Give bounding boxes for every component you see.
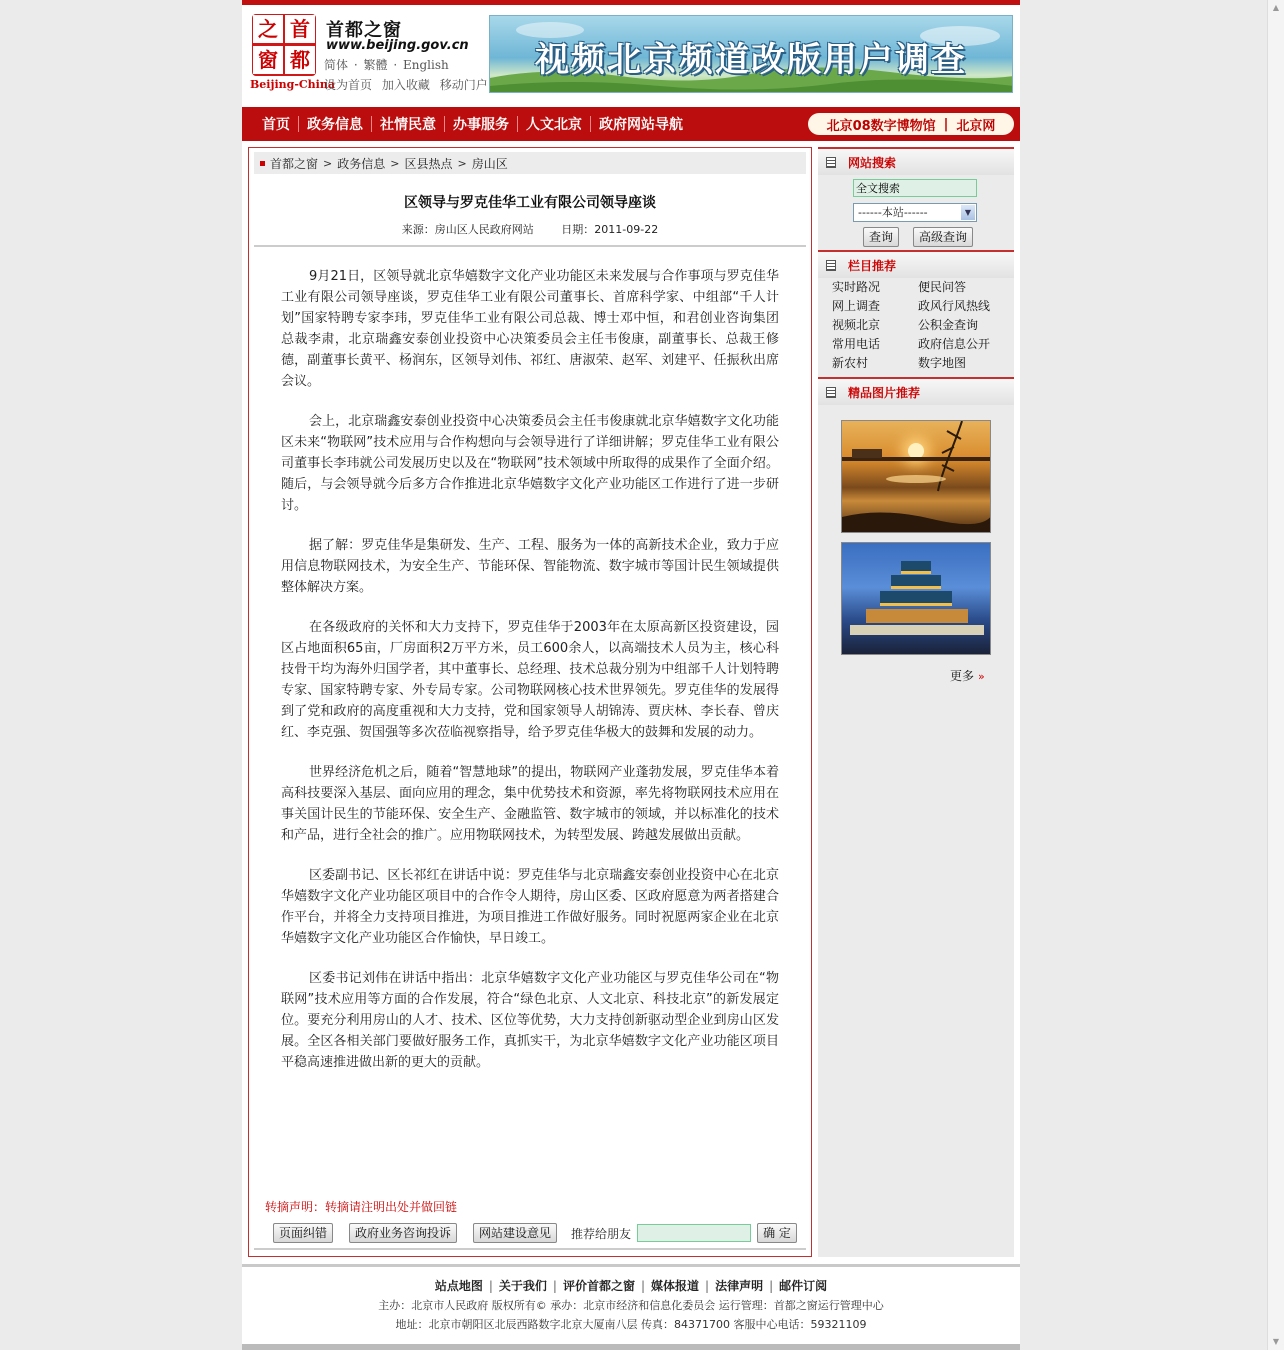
footer-address-line: 地址：北京市朝阳区北辰西路数字北京大厦南八层 传真：84371700 客服中心电话：59321109: [395, 1318, 867, 1331]
article-paragraph: 世界经济危机之后，随着“智慧地球”的提出，物联网产业蓬勃发展，罗克佳华本着高科技要深入基层、面向应用的理念，集中优势技术和资源，率先将物联网技术应用在事关国计民生的节能环保、安全生产、金融监管、数字城市的领域，并以标准化的技术和产品，进行全社会的推广。应用物联网技术，为转型发展、跨越发展做出贡献。: [281, 765, 779, 843]
sidebar-link-fund[interactable]: 公积金查询: [918, 318, 979, 332]
nav-featured-links: [808, 113, 1014, 135]
nav-divider: [298, 116, 299, 132]
nav-site-directory[interactable]: 政府网站导航: [599, 117, 683, 133]
sidebar-link-traffic[interactable]: 实时路况: [832, 280, 881, 294]
article-panel: [248, 147, 812, 1257]
article-paragraph: 9月21日，区领导就北京华嬉数字文化产业功能区未来发展与合作事项与罗克佳华工业有限公司领导座谈，罗克佳华工业有限公司董事长、首席科学家、中组部“千人计划”国家特聘专家李玮，罗克佳华工业有限公司总裁、博士邓中恒，和君创业咨询集团总裁李肃，北京瑞鑫安泰创业投资中心决策委员会主任韦俊康，副董事长、总裁王修德，副董事长黄平、杨润东，区领导刘伟、祁红、唐淑荣、赵军、刘建平、任振秋出席会议。: [281, 269, 779, 389]
breadcrumb-item[interactable]: 房山区: [471, 156, 508, 171]
featured-photo-temple[interactable]: [841, 542, 991, 655]
promo-banner[interactable]: [489, 15, 1013, 93]
footer-link-subscribe[interactable]: 邮件订阅: [779, 1279, 828, 1293]
page-bottom-bar: [242, 1344, 1020, 1350]
nav-divider: [371, 116, 372, 132]
article-source: 来源：房山区人民政府网站: [401, 223, 534, 236]
sidebar-link-phones[interactable]: 常用电话: [832, 337, 881, 351]
breadcrumb-item[interactable]: 政务信息: [337, 156, 386, 171]
site-url: www.beijing.gov.cn: [326, 38, 469, 53]
article-actions: [273, 1222, 803, 1244]
article-paragraph: 在各级政府的关怀和大力支持下，罗克佳华于2003年在太原高新区投资建设，园区占地面积65亩，厂房面积2万平方米，员工600余人，以高端技术人员为主，核心科技骨干均为海外归国学者，其中董事长、总经理、技术总裁分别为中组部千人计划特聘专家、国家特聘专家、外专局专家。公司物联网核心技术世界领先。罗克佳华的发展得到了党和政府的高度重视和大力支持，党和国家领导人胡锦涛、贾庆林、李长春、曾庆红、李克强、贺国强等多次莅临视察指导，给予罗克佳华极大的鼓舞和发展的动力。: [281, 620, 779, 740]
article-paragraph: 会上，北京瑞鑫安泰创业投资中心决策委员会主任韦俊康就北京华嬉数字文化功能区未来“物联网”技术应用与合作构想向与会领导进行了详细讲解；罗克佳华工业有限公司董事长李玮就公司发展历史以及在“物联网”技术领域中所取得的成果作了全面介绍。随后，与会领导就今后多方合作推进北京华嬉数字文化产业功能区工作进行了进一步研讨。: [281, 414, 779, 513]
breadcrumb-item[interactable]: 区县热点: [404, 156, 453, 171]
chevron-right-icon: >: [323, 156, 333, 170]
article-paragraph: 区委书记刘伟在讲话中指出：北京华嬉数字文化产业功能区与罗克佳华公司在“物联网”技术应用等方面的合作发展，符合“绿色北京、人文北京、科技北京”的新发展定位。要充分利用房山的人才、技术、区位等优势，大力支持创新驱动型企业到房山区发展。全区各相关部门要做好服务工作，真抓实干，为北京华嬉数字文化产业功能区项目平稳高速推进做出新的更大的贡献。: [281, 971, 779, 1070]
site-feedback-button[interactable]: 网站建设意见: [473, 1223, 557, 1243]
add-favorite-link[interactable]: 加入收藏: [381, 78, 430, 92]
site-logo[interactable]: [250, 14, 335, 94]
main-nav: [242, 107, 1020, 141]
search-scope-value: ------本站------: [858, 206, 928, 219]
footer-separator: |: [552, 1279, 557, 1293]
recommend-links: [832, 279, 1012, 371]
list-icon: [826, 157, 836, 168]
sidebar-link-hotline[interactable]: 政风行风热线: [918, 299, 991, 313]
recommend-email-input[interactable]: [637, 1224, 751, 1242]
sidebar-link-map[interactable]: 数字地图: [918, 356, 967, 370]
sidebar: [818, 147, 1014, 1257]
search-scope-select[interactable]: [853, 203, 977, 222]
nav-divider: [444, 116, 445, 132]
consult-complaint-button[interactable]: 政府业务咨询投诉: [349, 1223, 457, 1243]
footer-links: [242, 1277, 1020, 1294]
breadcrumb-bullet-icon: [260, 161, 265, 166]
sunset-scene: [842, 421, 991, 533]
footer-separator: |: [769, 1279, 774, 1293]
nav-home[interactable]: 首页: [262, 117, 290, 133]
advanced-search-button[interactable]: 高级查询: [913, 227, 973, 247]
logo-char: 首: [285, 15, 315, 43]
recommend-section-header: [818, 250, 1014, 278]
nav-public-opinion[interactable]: 社情民意: [380, 117, 436, 133]
footer-divider: [242, 1264, 1020, 1267]
chevron-right-icon: >: [457, 156, 467, 170]
lang-dot: ·: [393, 58, 398, 72]
footer-separator: |: [705, 1279, 710, 1293]
sidebar-link-disclosure[interactable]: 政府信息公开: [918, 337, 991, 351]
nav-right-divider: |: [943, 116, 949, 132]
footer-link-evaluate[interactable]: 评价首都之窗: [562, 1279, 635, 1293]
lang-english[interactable]: English: [403, 58, 449, 72]
temple-base: [866, 609, 968, 623]
bottom-divider: [254, 1248, 806, 1250]
logo-char: 窗: [253, 46, 283, 74]
photos-section-header: [818, 377, 1014, 405]
temple-terrace: [850, 625, 984, 635]
beijing-net-link[interactable]: 北京网: [956, 118, 996, 134]
more-label: 更多: [950, 669, 975, 683]
double-arrow-icon: »: [978, 670, 985, 683]
footer-link-legal[interactable]: 法律声明: [715, 1279, 764, 1293]
lang-traditional[interactable]: 繁體: [363, 58, 388, 72]
logo-char: 都: [285, 46, 315, 74]
set-homepage-link[interactable]: 设为首页: [324, 78, 373, 92]
article-title: 区领导与罗克佳华工业有限公司领导座谈: [404, 195, 656, 211]
chevron-right-icon: >: [390, 156, 400, 170]
utility-links: [324, 76, 494, 93]
language-links: [324, 56, 451, 73]
confirm-button[interactable]: 确 定: [757, 1223, 797, 1243]
footer-separator: |: [488, 1279, 493, 1293]
recommend-section-title: 栏目推荐: [848, 258, 897, 273]
mobile-portal-link[interactable]: 移动门户: [439, 78, 488, 92]
nav-divider: [590, 116, 591, 132]
featured-photo-sunset[interactable]: [841, 420, 991, 533]
recommend-label: 推荐给朋友: [571, 1226, 632, 1241]
breadcrumb: [254, 152, 806, 174]
temple-roof-low: [880, 591, 952, 606]
footer-link-media[interactable]: 媒体报道: [651, 1279, 700, 1293]
sidebar-link-countryside[interactable]: 新农村: [832, 356, 869, 370]
photos-section-title: 精品图片推荐: [848, 385, 921, 400]
scroll-down-icon[interactable]: ▼: [1272, 1337, 1280, 1346]
list-icon: [826, 260, 836, 271]
more-photos-link[interactable]: [950, 667, 985, 684]
logo-mark: [252, 14, 316, 76]
footer-link-sitemap[interactable]: 站点地图: [434, 1279, 483, 1293]
scroll-up-icon[interactable]: ▲: [1272, 3, 1280, 12]
article-meta: [249, 221, 811, 237]
banner-headline: 视频北京频道改版用户调查: [535, 40, 967, 80]
search-section-title: 网站搜索: [848, 155, 897, 170]
nav-humanities[interactable]: 人文北京: [526, 117, 582, 133]
footer-link-about[interactable]: 关于我们: [498, 1279, 547, 1293]
lang-dot: ·: [353, 58, 358, 72]
footer-sponsor-line: 主办：北京市人民政府 版权所有© 承办：北京市经济和信息化委员会 运行管理：首都之窗运行管理中心: [378, 1299, 884, 1312]
site-name: 首都之窗: [326, 20, 402, 41]
digital-museum-link[interactable]: 北京08数字博物馆: [826, 118, 936, 134]
repost-notice: 转摘声明：转摘请注明出处并做回链: [265, 1200, 458, 1214]
list-icon: [826, 387, 836, 398]
nav-services[interactable]: 办事服务: [453, 117, 509, 133]
nav-divider: [517, 116, 518, 132]
breadcrumb-item[interactable]: 首都之窗: [270, 156, 319, 171]
logo-english: Beijing-China: [250, 78, 335, 91]
sidebar-link-qa[interactable]: 便民问答: [918, 280, 967, 294]
nav-government-info[interactable]: 政务信息: [307, 117, 363, 133]
article-body: [281, 266, 779, 1092]
search-section-header: [818, 147, 1014, 175]
sidebar-link-video[interactable]: 视频北京: [832, 318, 881, 332]
temple-roof-top: [901, 561, 931, 574]
top-accent-bar: [242, 0, 1020, 5]
article-paragraph: 区委副书记、区长祁红在讲话中说：罗克佳华与北京瑞鑫安泰创业投资中心在北京华嬉数字文化产业功能区项目中的合作令人期待，房山区委、区政府愿意为两者搭建合作平台，并将全力支持项目推进，为项目推进工作做好服务。同时祝愿两家企业在北京华嬉数字文化产业功能区合作愉快，早日竣工。: [281, 868, 779, 946]
page-correction-button[interactable]: 页面纠错: [273, 1223, 333, 1243]
vertical-scrollbar[interactable]: [1267, 0, 1284, 1350]
logo-char: 之: [253, 15, 283, 43]
title-divider: [254, 245, 806, 247]
search-input[interactable]: [853, 179, 977, 197]
article-paragraph: 据了解：罗克佳华是集研发、生产、工程、服务为一体的高新技术企业，致力于应用信息物联网技术，为安全生产、节能环保、智能物流、数字城市等国计民生领域提供整体解决方案。: [281, 538, 779, 595]
lang-simplified[interactable]: 简体: [324, 58, 349, 72]
sidebar-link-survey[interactable]: 网上调查: [832, 299, 881, 313]
search-query-button[interactable]: 查询: [863, 227, 899, 247]
chevron-down-icon: ▼: [961, 205, 975, 220]
temple-roof-mid: [891, 575, 941, 589]
article-date: 日期：2011-09-22: [561, 223, 659, 236]
page: [242, 0, 1020, 1350]
footer-separator: |: [640, 1279, 646, 1293]
